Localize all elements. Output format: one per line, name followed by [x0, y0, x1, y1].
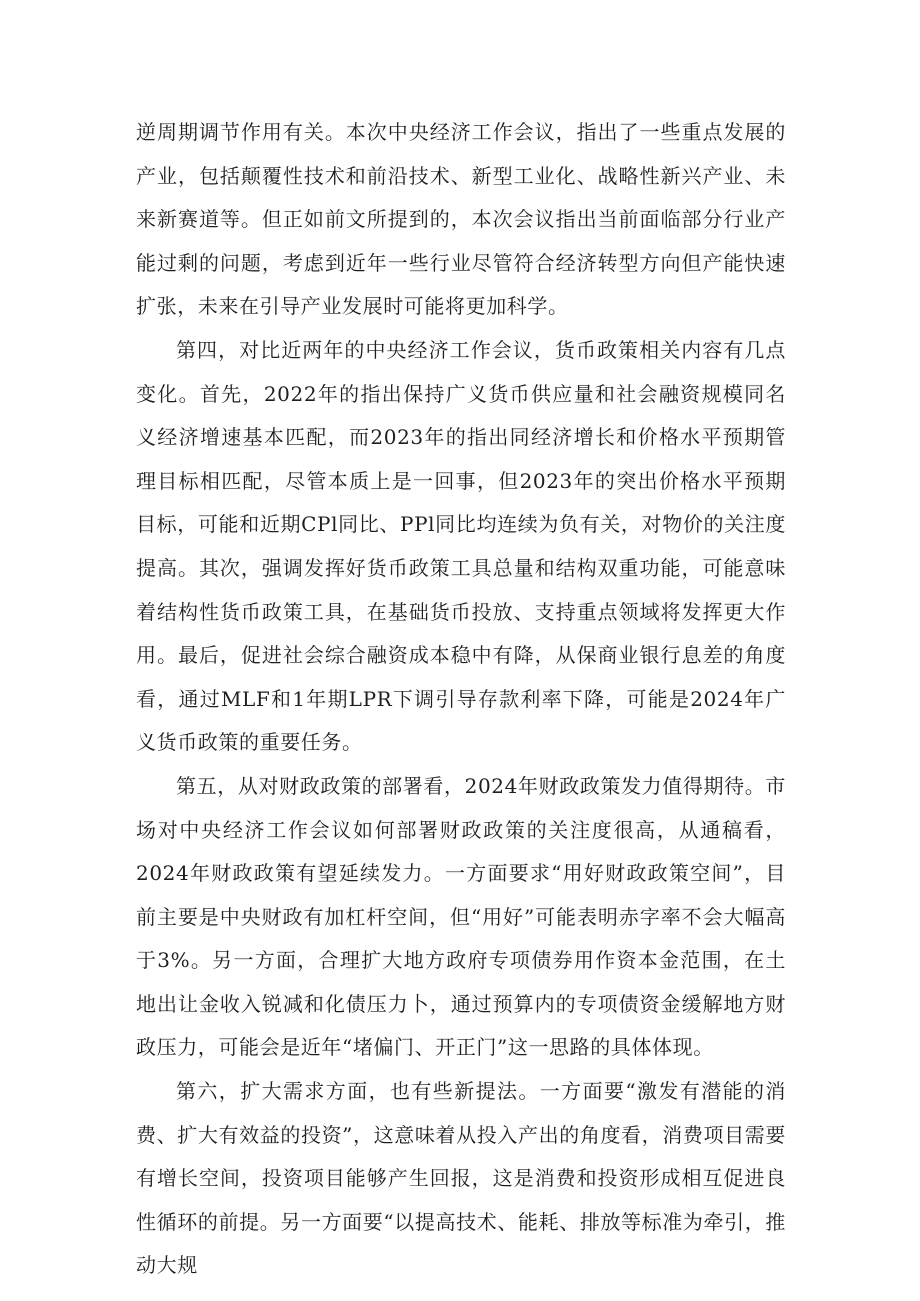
- paragraph-monetary-policy: 第四，对比近两年的中央经济工作会议，货币政策相关内容有几点变化。首先，2022年的指出保持广义货币供应量和社会融资规模同名义经济增速基本匹配，而2023年的指出同经济增长和价格水平预期管理目标相匹配，尽管本质上是一回事，但2023年的突出价格水平预期目标，可能和近期CPl同比、PPl同比均连续为负有关，对物价的关注度提高。其次，强调发挥好货币政策工具总量和结构双重功能，可能意味着结构性货币政策工具，在基础货币投放、支持重点领域将发挥更大作用。最后，促进社会综合融资成本稳中有降，从保商业银行息差的角度看，通过MLF和1年期LPR下调引导存款利率下降，可能是2024年广义货币政策的重要任务。: [136, 337, 786, 755]
- paragraph-industry-policy: 逆周期调节作用有关。本次中央经济工作会议，指出了一些重点发展的产业，包括颠覆性技术和前沿技术、新型工业化、战略性新兴产业、未来新赛道等。但正如前文所提到的，本次会议指出当前面临部分行业产能过剩的问题，考虑到近年一些行业尽管符合经济转型方向但产能快速扩张，未来在引导产业发展时可能将更加科学。: [136, 120, 786, 319]
- document-body: [136, 111, 786, 1288]
- paragraph-demand-expansion: 第六，扩大需求方面，也有些新提法。一方面要“激发有潜能的消费、扩大有效益的投资”，这意味着从投入产出的角度看，消费项目需要有增长空间，投资项目能够产生回报，这是消费和投资形成相互促进良性循环的前提。另一方面要“以提高技术、能耗、排放等标准为牵引，推动大规: [136, 1079, 786, 1278]
- paragraph-fiscal-policy: 第五，从对财政政策的部署看，2024年财政政策发力值得期待。市场对中央经济工作会议如何部署财政政策的关注度很高，从通稿看，2024年财政政策有望延续发力。一方面要求“用好财政政策空间”，目前主要是中央财政有加杠杆空间，但“用好”可能表明赤字率不会大幅高于3%。另一方面，合理扩大地方政府专项债券用作资本金范围，在土地出让金收入锐减和化债压力卜，通过预算内的专项债资金缓解地方财政压力，可能会是近年“堵偏门、开正门”这一思路的具体体现。: [136, 773, 786, 1060]
